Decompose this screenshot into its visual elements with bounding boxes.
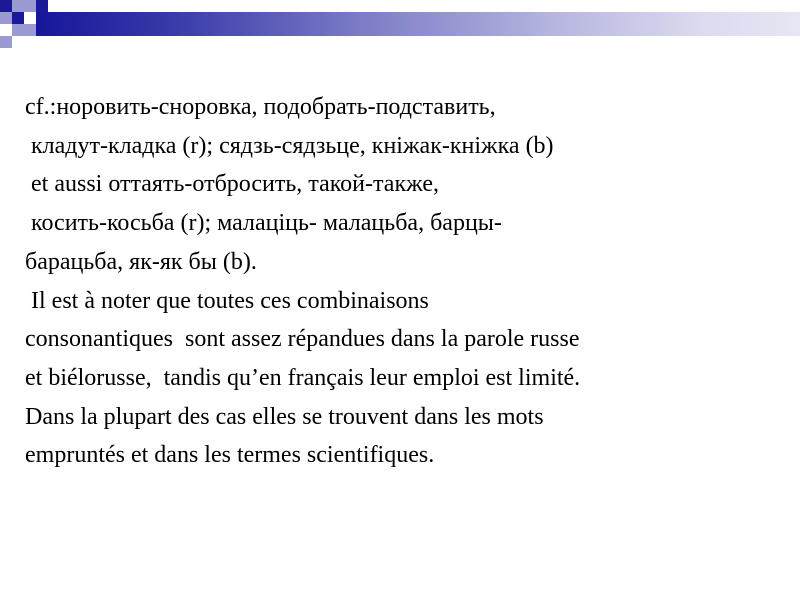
text-line: косить-косьба (r); малаціць- малацьба, барцы- — [25, 210, 502, 237]
checker-square — [24, 24, 36, 36]
text-line: cf.:норовить-сноровка, подобрать-подставить, — [25, 94, 496, 120]
checker-square — [12, 24, 24, 36]
checker-square — [12, 12, 24, 24]
checker-square — [0, 36, 12, 48]
header-banner — [36, 12, 800, 36]
text-line: consonantiques sont assez répandues dans la parole russe — [25, 326, 580, 353]
text-line: empruntés et dans les termes scientifiques. — [25, 442, 435, 469]
checker-square — [36, 0, 48, 12]
checker-square — [12, 0, 24, 12]
slide-body-text — [25, 88, 785, 475]
text-line: барацьба, як-як бы (b). — [25, 248, 257, 275]
checker-square — [24, 0, 36, 12]
text-line: et biélorusse, tandis qu’en français leur emploi est limité. — [25, 364, 581, 391]
checker-square — [0, 0, 12, 12]
text-line: кладут-кладка (r); сядзь-сядзьце, кніжак-кніжка (b) — [25, 132, 554, 159]
text-line: Dans la plupart des cas elles se trouvent dans les mots — [25, 403, 544, 430]
text-line: et aussi оттаять-отбросить, такой-также, — [25, 171, 440, 198]
checker-square — [0, 12, 12, 24]
text-line: Il est à noter que toutes ces combinaisons — [25, 287, 429, 314]
